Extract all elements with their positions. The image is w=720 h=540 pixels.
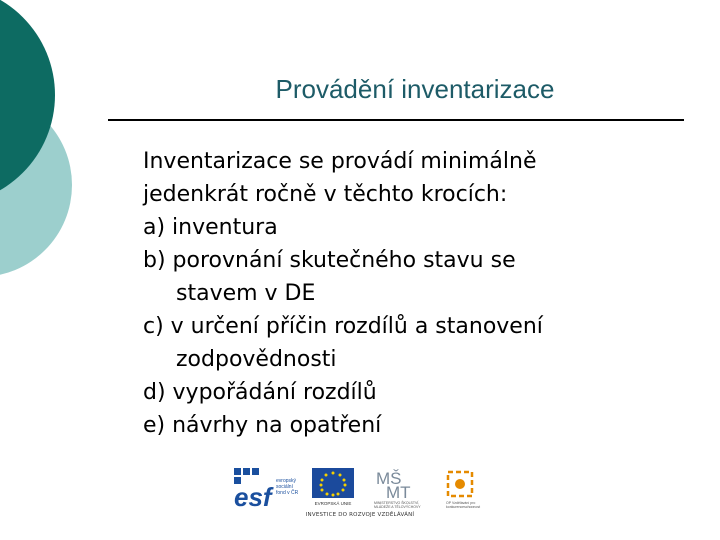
svg-text:evropský: evropský [276, 478, 297, 484]
slide-body [143, 145, 683, 442]
body-line: a) inventura [143, 215, 278, 240]
svg-text:MLÁDEŽE A TĚLOVÝCHOVY: MLÁDEŽE A TĚLOVÝCHOVY [374, 505, 421, 508]
footer-caption: INVESTICE DO ROZVOJE VZDĚLÁVÁNÍ [305, 512, 415, 518]
svg-text:sociální: sociální [276, 484, 293, 490]
body-line: d) vypořádání rozdílů [143, 380, 377, 405]
op-logo [442, 466, 492, 508]
svg-text:OP Vzdělávání pro: OP Vzdělávání pro [446, 501, 476, 505]
eu-flag-logo [310, 468, 358, 508]
slide-title: Provádění inventarizace [275, 74, 555, 104]
body-line: Inventarizace se provádí minimálně [143, 149, 537, 174]
svg-text:MT: MT [386, 483, 411, 502]
svg-text:fond v ČR: fond v ČR [276, 490, 299, 496]
svg-text:MINISTERSTVO ŠKOLSTVÍ,: MINISTERSTVO ŠKOLSTVÍ, [374, 501, 420, 505]
esf-logo [232, 466, 302, 508]
svg-text:esf: esf [234, 482, 272, 508]
body-line: b) porovnání skutečného stavu se [143, 248, 516, 273]
msmt-logo [370, 466, 440, 508]
svg-text:MŠ: MŠ [376, 469, 402, 488]
body-line: jedenkrát ročně v těchto krocích: [143, 182, 508, 207]
body-line: e) návrhy na opatření [143, 413, 382, 438]
title-underline [108, 119, 684, 121]
svg-text:EVROPSKÁ UNIE: EVROPSKÁ UNIE [314, 501, 352, 506]
body-line: zodpovědnosti [176, 347, 337, 372]
body-line: c) v určení příčin rozdílů a stanovení [143, 314, 543, 339]
body-line: stavem v DE [176, 281, 316, 306]
decorative-circles [0, 0, 110, 300]
svg-text:konkurenceschopnost: konkurenceschopnost [446, 505, 481, 508]
